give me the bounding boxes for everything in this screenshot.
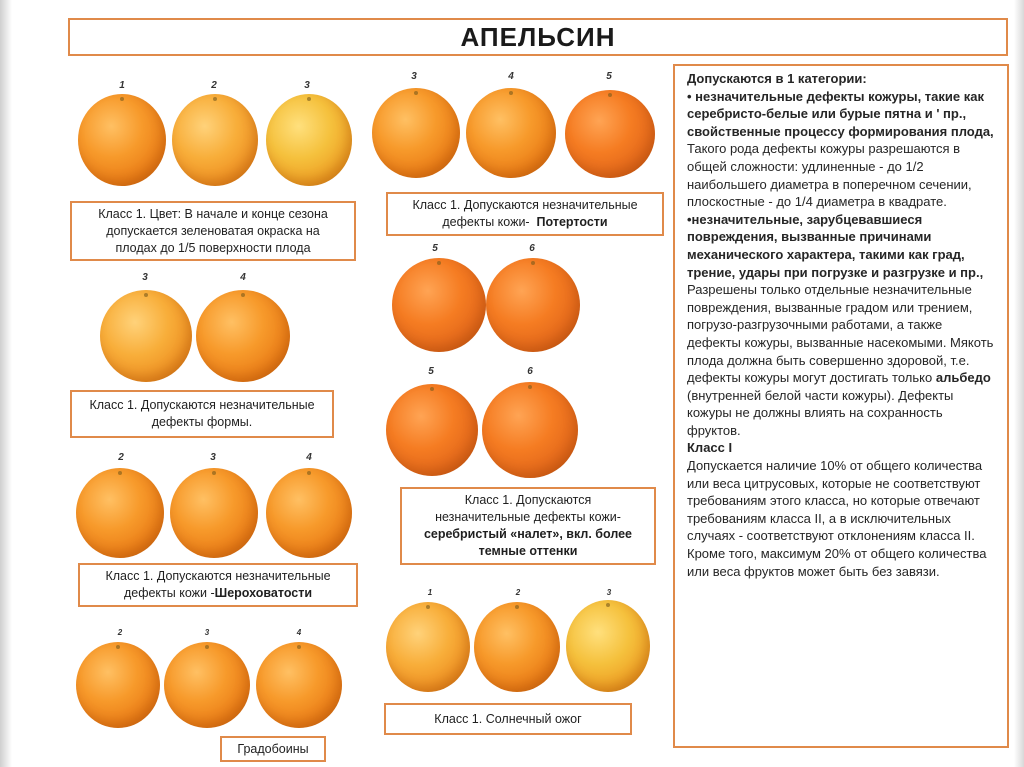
- caption-line: Класс 1. Допускаются: [464, 493, 592, 507]
- orange-number: 6: [527, 366, 533, 377]
- orange-number: 4: [306, 452, 312, 463]
- orange-number: 5: [428, 366, 434, 377]
- orange-number: 5: [606, 71, 612, 82]
- orange-photo: [566, 600, 650, 692]
- orange-photo: [164, 642, 250, 728]
- orange-number: 4: [240, 272, 246, 283]
- panel-class-heading: Класс I: [687, 440, 733, 456]
- caption-bold: Потертости: [536, 215, 608, 229]
- orange-number: 3: [411, 71, 417, 82]
- page-title: АПЕЛЬСИН: [460, 21, 616, 52]
- panel-text-2-bold: альбедо: [935, 370, 991, 386]
- caption-bold: темные оттенки: [478, 544, 578, 558]
- caption-text: дефекты кожи-: [442, 215, 530, 229]
- caption-line: плодах до 1/5 поверхности плода: [115, 240, 311, 255]
- orange-photo: [172, 94, 258, 186]
- panel-text-2a: Разрешены только отдельные незначительные повреждения, вызванные градом или трением, погрузо-разгрузочными работами, а также дефекты кожуры, вызванные насекомыми. Мякоть плода должна быть совершенно здоровой, т.е. дефекты кожуры могут достигать только: [687, 282, 994, 386]
- orange-photo: [256, 642, 342, 728]
- caption-color: [70, 201, 356, 261]
- title-box: [68, 18, 1008, 56]
- orange-number: 4: [508, 71, 514, 82]
- caption-line: дефекты формы.: [151, 415, 253, 429]
- caption-line: Класс 1. Допускаются незначительные: [89, 398, 315, 412]
- orange-number: 3: [204, 628, 210, 637]
- panel-text-2: [687, 281, 997, 439]
- orange-photo: [386, 602, 470, 692]
- orange-number: 3: [304, 80, 310, 91]
- orange-photo: [392, 258, 486, 352]
- orange-number: 2: [117, 628, 123, 637]
- caption-line: Класс 1. Допускаются незначительные: [105, 569, 331, 583]
- orange-number: 4: [296, 628, 302, 637]
- orange-number: 2: [515, 588, 521, 597]
- caption-shape: [70, 390, 334, 438]
- orange-photo: [565, 90, 655, 178]
- orange-number: 1: [427, 588, 433, 597]
- caption-hail: [220, 736, 326, 762]
- orange-number: 3: [606, 588, 612, 597]
- caption-sunburn: [384, 703, 632, 735]
- caption-silver: [400, 487, 656, 565]
- orange-photo: [482, 382, 578, 478]
- orange-photo: [386, 384, 478, 476]
- caption-line: [124, 585, 312, 602]
- orange-number: 2: [211, 80, 217, 91]
- caption-bold: серебристый «налет», вкл. более: [423, 527, 632, 541]
- requirements-panel: [673, 64, 1009, 748]
- caption-line: Градобоины: [237, 741, 309, 756]
- caption-bold: Шероховатости: [214, 586, 313, 600]
- caption-text: дефекты кожи -: [123, 586, 215, 600]
- orange-photo: [100, 290, 192, 382]
- orange-number: 5: [432, 243, 438, 254]
- orange-photo: [170, 468, 258, 558]
- caption-line: допускается зеленоватая окраска на: [106, 223, 320, 238]
- panel-heading: Допускаются в 1 категории:: [687, 71, 867, 86]
- orange-number: 3: [210, 452, 216, 463]
- panel-text-1: Такого рода дефекты кожуры разрешаются в общей сложности: удлиненные - до 1/2 наибольшего диаметра в поперечном сечении, плоскостные - до 1/4 диаметра в квадрате.: [687, 141, 972, 210]
- orange-photo: [78, 94, 166, 186]
- orange-number: 2: [118, 452, 124, 463]
- caption-line: Класс 1. Солнечный ожог: [434, 711, 582, 726]
- panel-text-3: Допускается наличие 10% от общего количества или веса цитрусовых, которые не соответствуют требованиям этого класса, но которые отвечают требованиям класса II, а в исключительных случаях - соответствуют отклонениям класса II. Кроме того, максимум 20% от общего количества или веса фруктов может быть без завязи.: [687, 458, 987, 579]
- orange-photo: [466, 88, 556, 178]
- orange-number: 6: [529, 243, 535, 254]
- caption-line: [442, 214, 607, 231]
- page-edge-shadow: [0, 0, 12, 767]
- page-edge-shadow-right: [1014, 0, 1024, 767]
- orange-number: 1: [119, 80, 125, 91]
- orange-photo: [486, 258, 580, 352]
- orange-photo: [474, 602, 560, 692]
- caption-scuffs: [386, 192, 664, 236]
- orange-photo: [372, 88, 460, 178]
- orange-photo: [196, 290, 290, 382]
- caption-line: Класс 1. Допускаются незначительные: [412, 198, 638, 212]
- orange-photo: [76, 642, 160, 728]
- panel-bullet-1: • незначительные дефекты кожуры, такие как серебристо-белые или бурые пятна и ' пр., свойственные процессу формирования плода,: [687, 88, 994, 139]
- orange-photo: [266, 468, 352, 558]
- panel-text-2b: (внутренней белой части кожуры). Дефекты кожуры не должны влиять на сохранность фруктов.: [687, 387, 954, 438]
- caption-line: Класс 1. Цвет: В начале и конце сезона: [98, 206, 328, 221]
- orange-photo: [266, 94, 352, 186]
- orange-number: 3: [142, 272, 148, 283]
- caption-roughness: [78, 563, 358, 607]
- panel-bullet-2: •незначительные, зарубцевавшиеся повреждения, вызванные причинами механического характера, такими как град, трение, удары при погрузке и разгрузке и пр.,: [687, 211, 984, 280]
- orange-photo: [76, 468, 164, 558]
- caption-line: незначительные дефекты кожи-: [435, 510, 621, 524]
